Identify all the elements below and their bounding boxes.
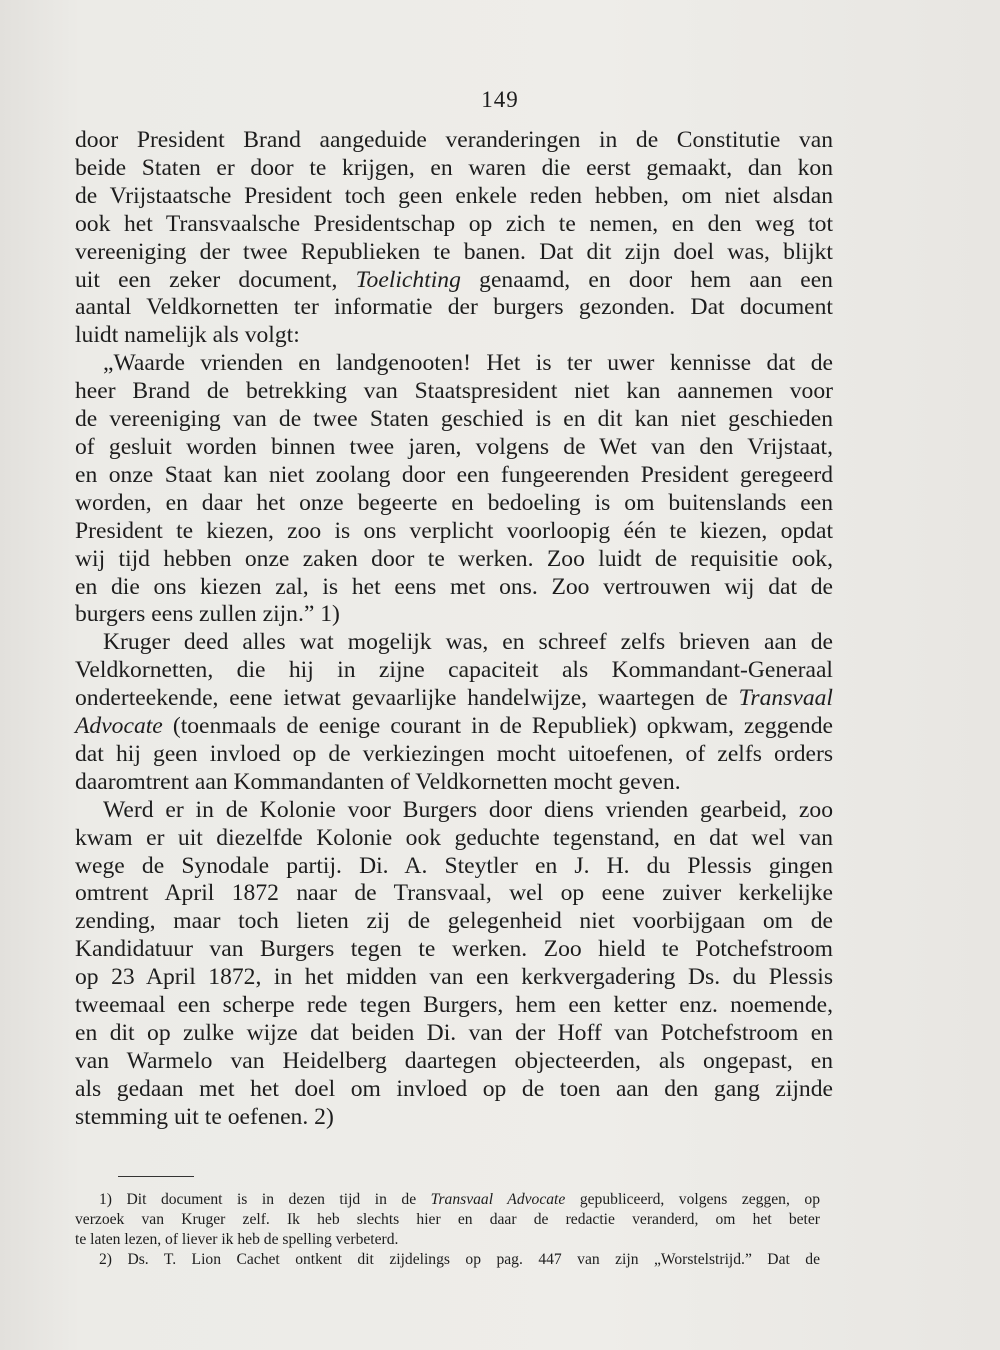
- text-line: kwam er uit diezelfde Kolonie ook geduchte tegenstand, en dat wel van: [75, 824, 833, 851]
- text-line: daaromtrent aan Kommandanten of Veldkornetten mocht geven.: [75, 768, 681, 795]
- text-line: wij tijd hebben onze zaken door te werken. Zoo luidt de requisitie ook,: [75, 545, 833, 572]
- footnote-line: verzoek van Kruger zelf. Ik heb slechts hier en daar de redactie veranderd, om het beter: [75, 1211, 820, 1228]
- text-line: Kruger deed alles wat mogelijk was, en schreef zelfs brieven aan de: [103, 629, 833, 656]
- text-line: vereeniging der twee Republieken te banen. Dat dit zijn doel was, blijkt: [75, 238, 833, 265]
- text-segment: (toenmaals de eenige courant in de Republiek) opkwam, zeggende: [172, 713, 834, 740]
- text-line: luidt namelijk als volgt:: [75, 322, 300, 349]
- italic-title: Toelichting: [355, 266, 461, 293]
- text-line: Kandidatuur van Burgers tegen te werken. Zoo hield te Potchefstroom: [75, 936, 833, 963]
- text-line: Werd er in de Kolonie voor Burgers door diens vrienden gearbeid, zoo: [103, 796, 833, 823]
- text-line: [75, 685, 833, 713]
- text-segment: 1) Dit document is in dezen tijd in de: [99, 1191, 417, 1208]
- footnote-line: 2) Ds. T. Lion Cachet ontkent dit zijdelings op pag. 447 van zijn „Worstelstrijd.” Dat de: [99, 1251, 820, 1268]
- text-line: als gedaan met het doel om invloed op de toen aan den gang zijnde: [75, 1075, 833, 1102]
- italic-title: Transvaal: [738, 685, 833, 712]
- text-line: en die ons kiezen zal, is het eens met ons. Zoo vertrouwen wij dat de: [75, 573, 833, 600]
- text-line: op 23 April 1872, in het midden van een kerkvergadering Ds. du Plessis: [75, 964, 833, 991]
- text-line: stemming uit te oefenen. 2): [75, 1103, 334, 1130]
- text-line: en dit op zulke wijze dat beiden Di. van der Hoff van Potchefstroom en: [75, 1020, 833, 1046]
- text-line: door President Brand aangeduide veranderingen in de Constitutie van: [75, 127, 833, 153]
- text-line: [75, 267, 833, 295]
- text-segment: genaamd, en door hem aan een: [479, 266, 833, 293]
- text-line: beide Staten er door te krijgen, en waren die eerst gemaakt, dan kon: [75, 154, 833, 181]
- footnote-line: te laten lezen, of liever ik heb de spelling verbeterd.: [75, 1231, 399, 1248]
- footnote-line: [75, 1190, 820, 1210]
- footnotes: [75, 1190, 820, 1270]
- text-segment: gepubliceerd, volgens zeggen, op: [579, 1191, 820, 1208]
- text-line: wege de Synodale partij. Di. A. Steytler en J. H. du Plessis gingen: [75, 852, 833, 879]
- text-line: omtrent April 1872 naar de Transvaal, wel op eene zuiver kerkelijke: [75, 880, 833, 907]
- page-number: 149: [481, 87, 519, 112]
- text-line: zending, maar toch lieten zij de gelegenheid niet voorbijgaan om de: [75, 908, 833, 935]
- text-line: heer Brand de betrekking van Staatspresident niet kan aannemen voor: [75, 378, 833, 405]
- italic-title: Advocate: [75, 713, 163, 740]
- body-text: [75, 127, 833, 1132]
- text-line: „Waarde vrienden en landgenooten! Het is ter uwer kennisse dat de: [103, 350, 833, 377]
- text-segment: onderteekende, eene ietwat gevaarlijke handelwijze, waartegen de: [75, 685, 728, 712]
- text-line: dat hij geen invloed op de verkiezingen mocht uitoefenen, of zelfs orders: [75, 740, 833, 767]
- text-line: worden, en daar het onze begeerte en bedoeling is om buitenslands een: [75, 489, 833, 516]
- text-line: de vereeniging van de twee Staten geschied is en dit kan niet geschieden: [75, 406, 833, 433]
- text-line: de Vrijstaatsche President toch geen enkele reden hebben, om niet alsdan: [75, 182, 833, 209]
- text-line: ook het Transvaalsche Presidentschap op zich te nemen, en den weg tot: [75, 210, 833, 237]
- italic-title: Transvaal Advocate: [430, 1191, 566, 1208]
- text-line: van Warmelo van Heidelberg daartegen objecteerden, als ongepast, en: [75, 1047, 833, 1074]
- text-segment: uit een zeker document,: [75, 266, 338, 293]
- text-line: tweemaal een scherpe rede tegen Burgers, hem een ketter enz. noemende,: [75, 992, 833, 1019]
- text-line: burgers eens zullen zijn.” 1): [75, 601, 340, 628]
- text-line: President te kiezen, zoo is ons verplicht voorloopig één te kiezen, opdat: [75, 517, 833, 544]
- text-line: en onze Staat kan niet zoolang door een fungeerenden President geregeerd: [75, 461, 833, 488]
- text-line: aantal Veldkornetten ter informatie der burgers gezonden. Dat document: [75, 294, 833, 321]
- text-line: of gesluit worden binnen twee jaren, volgens de Wet van den Vrijstaat,: [75, 433, 833, 460]
- footnote-divider: [118, 1176, 194, 1177]
- text-line: [75, 713, 833, 741]
- text-line: Veldkornetten, die hij in zijne capaciteit als Kommandant-Generaal: [75, 657, 833, 684]
